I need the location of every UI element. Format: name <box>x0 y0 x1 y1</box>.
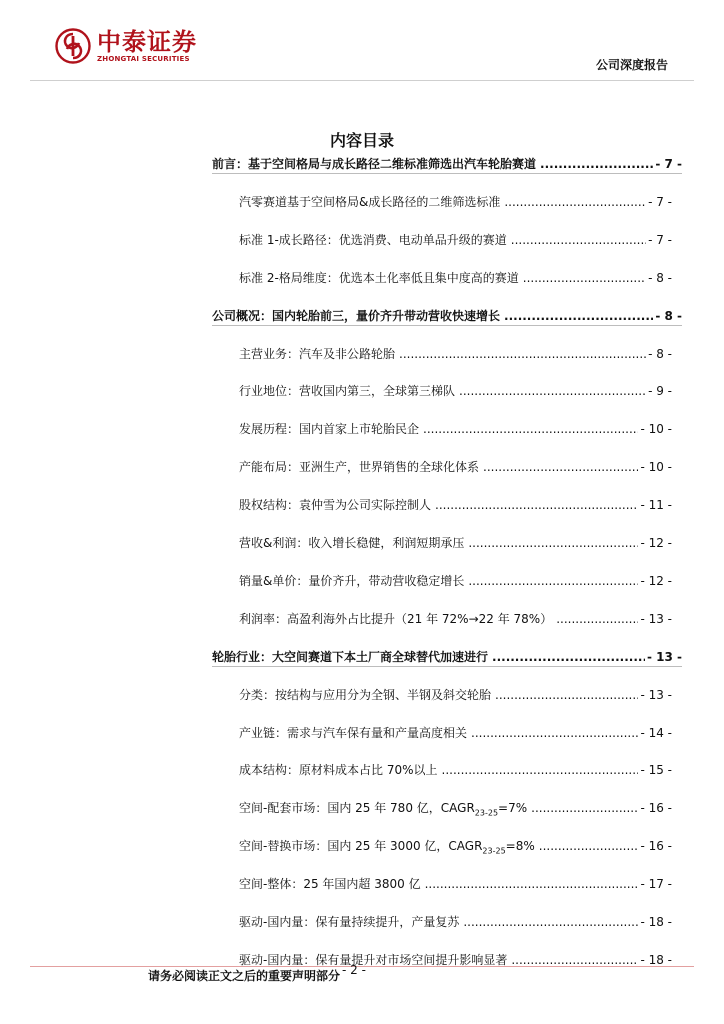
toc-leader-dots <box>511 233 646 247</box>
toc-entry-title: 行业地位：营收国内第三，全球第三梯队 <box>239 384 456 399</box>
toc-subsection-entry[interactable] <box>239 345 672 363</box>
toc-entry-title: 成本结构：原材料成本占比 70%以上 <box>239 763 438 778</box>
toc-page-number: - 10 - <box>640 460 672 475</box>
toc-section-entry[interactable] <box>212 648 682 666</box>
toc-subsection-entry[interactable] <box>239 913 672 931</box>
toc-page-number: - 16 - <box>640 801 672 816</box>
toc-entry-title: 产能布局：亚洲生产，世界销售的全球化体系 <box>239 460 480 475</box>
toc-subsection-entry[interactable] <box>239 534 672 552</box>
toc-page-number: - 16 - <box>640 839 672 854</box>
toc-leader-dots <box>511 953 638 967</box>
toc-leader-dots <box>523 271 646 285</box>
toc-subsection-entry[interactable] <box>239 875 672 893</box>
toc-page-number: - 13 - <box>640 611 672 626</box>
toc-page-number: - 11 - <box>640 498 672 513</box>
toc-leader-dots <box>442 763 639 777</box>
toc-page-number: - 9 - <box>648 384 672 399</box>
toc-section-entry[interactable] <box>212 307 682 325</box>
toc-subsection-entry[interactable] <box>239 799 672 817</box>
toc-page-number: - 8 - <box>648 270 672 285</box>
toc-page-number: - 18 - <box>640 915 672 929</box>
toc-page-number: - 12 - <box>640 536 672 550</box>
toc-subsection-entry[interactable] <box>239 420 672 438</box>
toc-leader-dots <box>463 915 638 929</box>
toc-subsection-entry[interactable] <box>239 458 672 476</box>
toc-leader-dots <box>556 612 638 626</box>
toc-subsection-entry[interactable] <box>239 382 672 400</box>
toc-leader-dots <box>539 839 639 853</box>
toc-entry-title: 空间-整体：25 年国内超 3800 亿 <box>239 877 421 892</box>
toc-leader-dots <box>492 650 645 664</box>
toc-page-number: - 17 - <box>640 877 672 892</box>
toc-entry-title: 产业链：需求与汽车保有量和产量高度相关 <box>239 725 468 740</box>
toc-leader-dots <box>495 688 638 702</box>
toc-leader-dots <box>425 877 639 891</box>
toc-subsection-entry[interactable] <box>239 193 672 211</box>
toc-entry-title: 股权结构：袁仲雪为公司实际控制人 <box>239 498 432 513</box>
toc-leader-dots <box>459 384 646 398</box>
page-footer <box>148 963 366 984</box>
toc-entry-title: 分类：按结构与应用分为全钢、半钢及斜交轮胎 <box>239 687 492 702</box>
toc-entry-title: 驱动-国内量：保有量持续提升，产量复苏 <box>239 915 460 929</box>
toc-section-entry[interactable] <box>212 155 682 173</box>
toc-page-number: - 15 - <box>640 763 672 778</box>
toc-leader-dots <box>540 157 653 171</box>
toc-page-number: - 10 - <box>640 422 672 437</box>
toc-entry-title: 发展历程：国内首家上市轮胎民企 <box>239 422 420 437</box>
toc-title: 内容目录 <box>329 131 394 150</box>
toc-subsection-entry[interactable] <box>239 572 672 590</box>
toc-entry-title: 营收&利润：收入增长稳健，利润短期承压 <box>239 536 465 550</box>
toc-leader-dots <box>423 422 638 436</box>
toc-entry-title: 前言：基于空间格局与成长路径二维标准筛选出汽车轮胎赛道 <box>212 157 537 171</box>
toc-leader-dots <box>531 801 638 815</box>
toc-section-rule <box>212 173 682 174</box>
toc-page-number: - 7 - <box>655 157 682 171</box>
toc-leader-dots <box>468 574 638 588</box>
toc-page-number: - 7 - <box>648 232 672 247</box>
toc-entry-title: 公司概况：国内轮胎前三，量价齐升带动营收快速增长 <box>212 308 501 323</box>
toc-leader-dots <box>435 498 638 512</box>
toc-entry-title: 空间-替换市场：国内 25 年 3000 亿，$CAGR_{23-25}=8\%$ <box>239 839 535 856</box>
toc-page-number: - 8 - <box>655 308 682 323</box>
logo-english-name: ZHONGTAI SECURITIES <box>97 54 190 63</box>
toc-subsection-entry[interactable] <box>239 269 672 287</box>
toc-entry-title: 标准 1-成长路径：优选消费、电动单品升级的赛道 <box>239 232 507 247</box>
toc-page-number: - 8 - <box>648 346 672 361</box>
toc-subsection-entry[interactable] <box>239 761 672 779</box>
toc-page-number: - 14 - <box>640 725 672 740</box>
report-type-label: 公司深度报告 <box>595 58 668 72</box>
toc-leader-dots <box>471 726 638 740</box>
toc-page-number: - 13 - <box>646 649 682 664</box>
toc-entry-title: 利润率：高盈利海外占比提升（21 年 72%→22 年 78%） <box>239 611 553 626</box>
toc-subsection-entry[interactable] <box>239 686 672 704</box>
toc-section-rule <box>212 325 682 326</box>
toc-subsection-entry[interactable] <box>239 837 672 855</box>
toc-leader-dots <box>504 309 653 323</box>
toc-entry-title: 汽零赛道基于空间格局&成长路径的二维筛选标准 <box>239 194 501 209</box>
toc-leader-dots <box>504 195 646 209</box>
toc-subsection-entry[interactable] <box>239 610 672 628</box>
toc-entry-title: 标准 2-格局维度：优选本土化率低且集中度高的赛道 <box>239 270 519 285</box>
toc-leader-dots <box>468 536 638 550</box>
toc-subsection-entry[interactable] <box>239 496 672 514</box>
toc-entry-title: 驱动-国内量：保有量提升对市场空间提升影响显著 <box>239 952 508 967</box>
toc-entry-title: 主营业务：汽车及非公路轮胎 <box>239 346 396 361</box>
toc-entry-title: 空间-配套市场：国内 25 年 780 亿，$CAGR_{23-25}=7\%$ <box>239 801 528 818</box>
toc-leader-dots <box>399 347 646 361</box>
toc-entry-title: 轮胎行业：大空间赛道下本土厂商全球替代加速进行 <box>212 649 489 664</box>
toc-subsection-entry[interactable] <box>239 231 672 249</box>
toc-page-number: - 18 - <box>640 952 672 967</box>
toc-page-number: - 12 - <box>640 573 672 588</box>
toc-leader-dots <box>483 460 638 474</box>
footer-page-number: - 2 - <box>342 963 366 977</box>
footer-disclaimer: 请务必阅读正文之后的重要声明部分 <box>148 969 341 983</box>
toc-entry-title: 销量&单价：量价齐升，带动营收稳定增长 <box>239 573 465 588</box>
logo-chinese-name: 中泰证券 <box>97 27 197 56</box>
toc-page-number: - 7 - <box>648 194 672 209</box>
toc-page-number: - 13 - <box>640 687 672 702</box>
toc-subsection-entry[interactable] <box>239 724 672 742</box>
toc-section-rule <box>212 666 682 667</box>
